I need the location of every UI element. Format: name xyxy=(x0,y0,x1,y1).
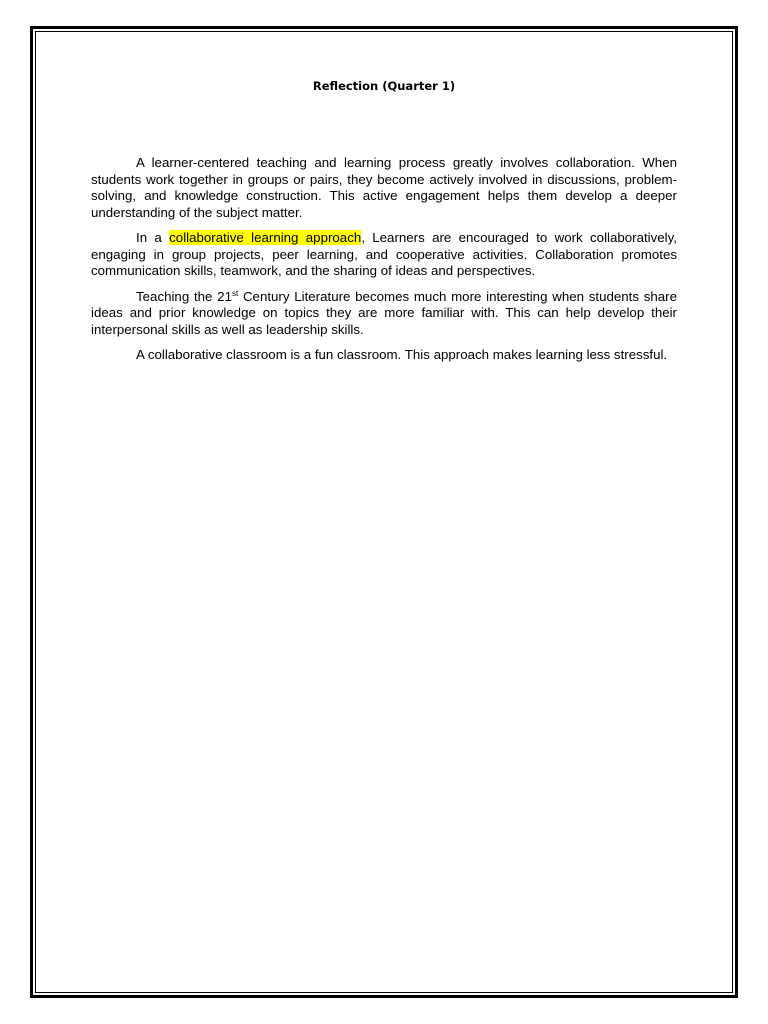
ordinal-superscript: st xyxy=(231,288,239,298)
highlighted-phrase: collaborative learning approach xyxy=(169,230,362,245)
paragraph-1: A learner-centered teaching and learning process greatly involves collaboration. When students work together in groups or pairs, they become actively involved in discussions, problem-solving, and knowledge construction. This active engagement helps them develop a deeper understanding of the subject matter. xyxy=(91,155,677,220)
paragraph-3-rest: Century Literature becomes much more interesting when students share ideas and prior knowledge on topics they are more familiar with. This can help develop their interpersonal skills as well as leadership skills. xyxy=(91,288,677,337)
document-body xyxy=(91,155,677,373)
page-title: Reflection (Quarter 1) xyxy=(312,79,456,93)
paragraph-3 xyxy=(91,289,677,339)
paragraph-3-lead: Teaching the 21 xyxy=(136,288,232,304)
paragraph-2-lead: In a xyxy=(136,230,170,245)
paragraph-2-rest: , Learners are encouraged to work collaboratively, engaging in group projects, peer learning, and cooperative activities. Collaboration promotes communication skills, teamwork, and the sharing of ideas and perspectives. xyxy=(91,230,677,278)
paragraph-2 xyxy=(91,230,677,280)
paragraph-4: A collaborative classroom is a fun classroom. This approach makes learning less stressful. xyxy=(136,347,668,362)
